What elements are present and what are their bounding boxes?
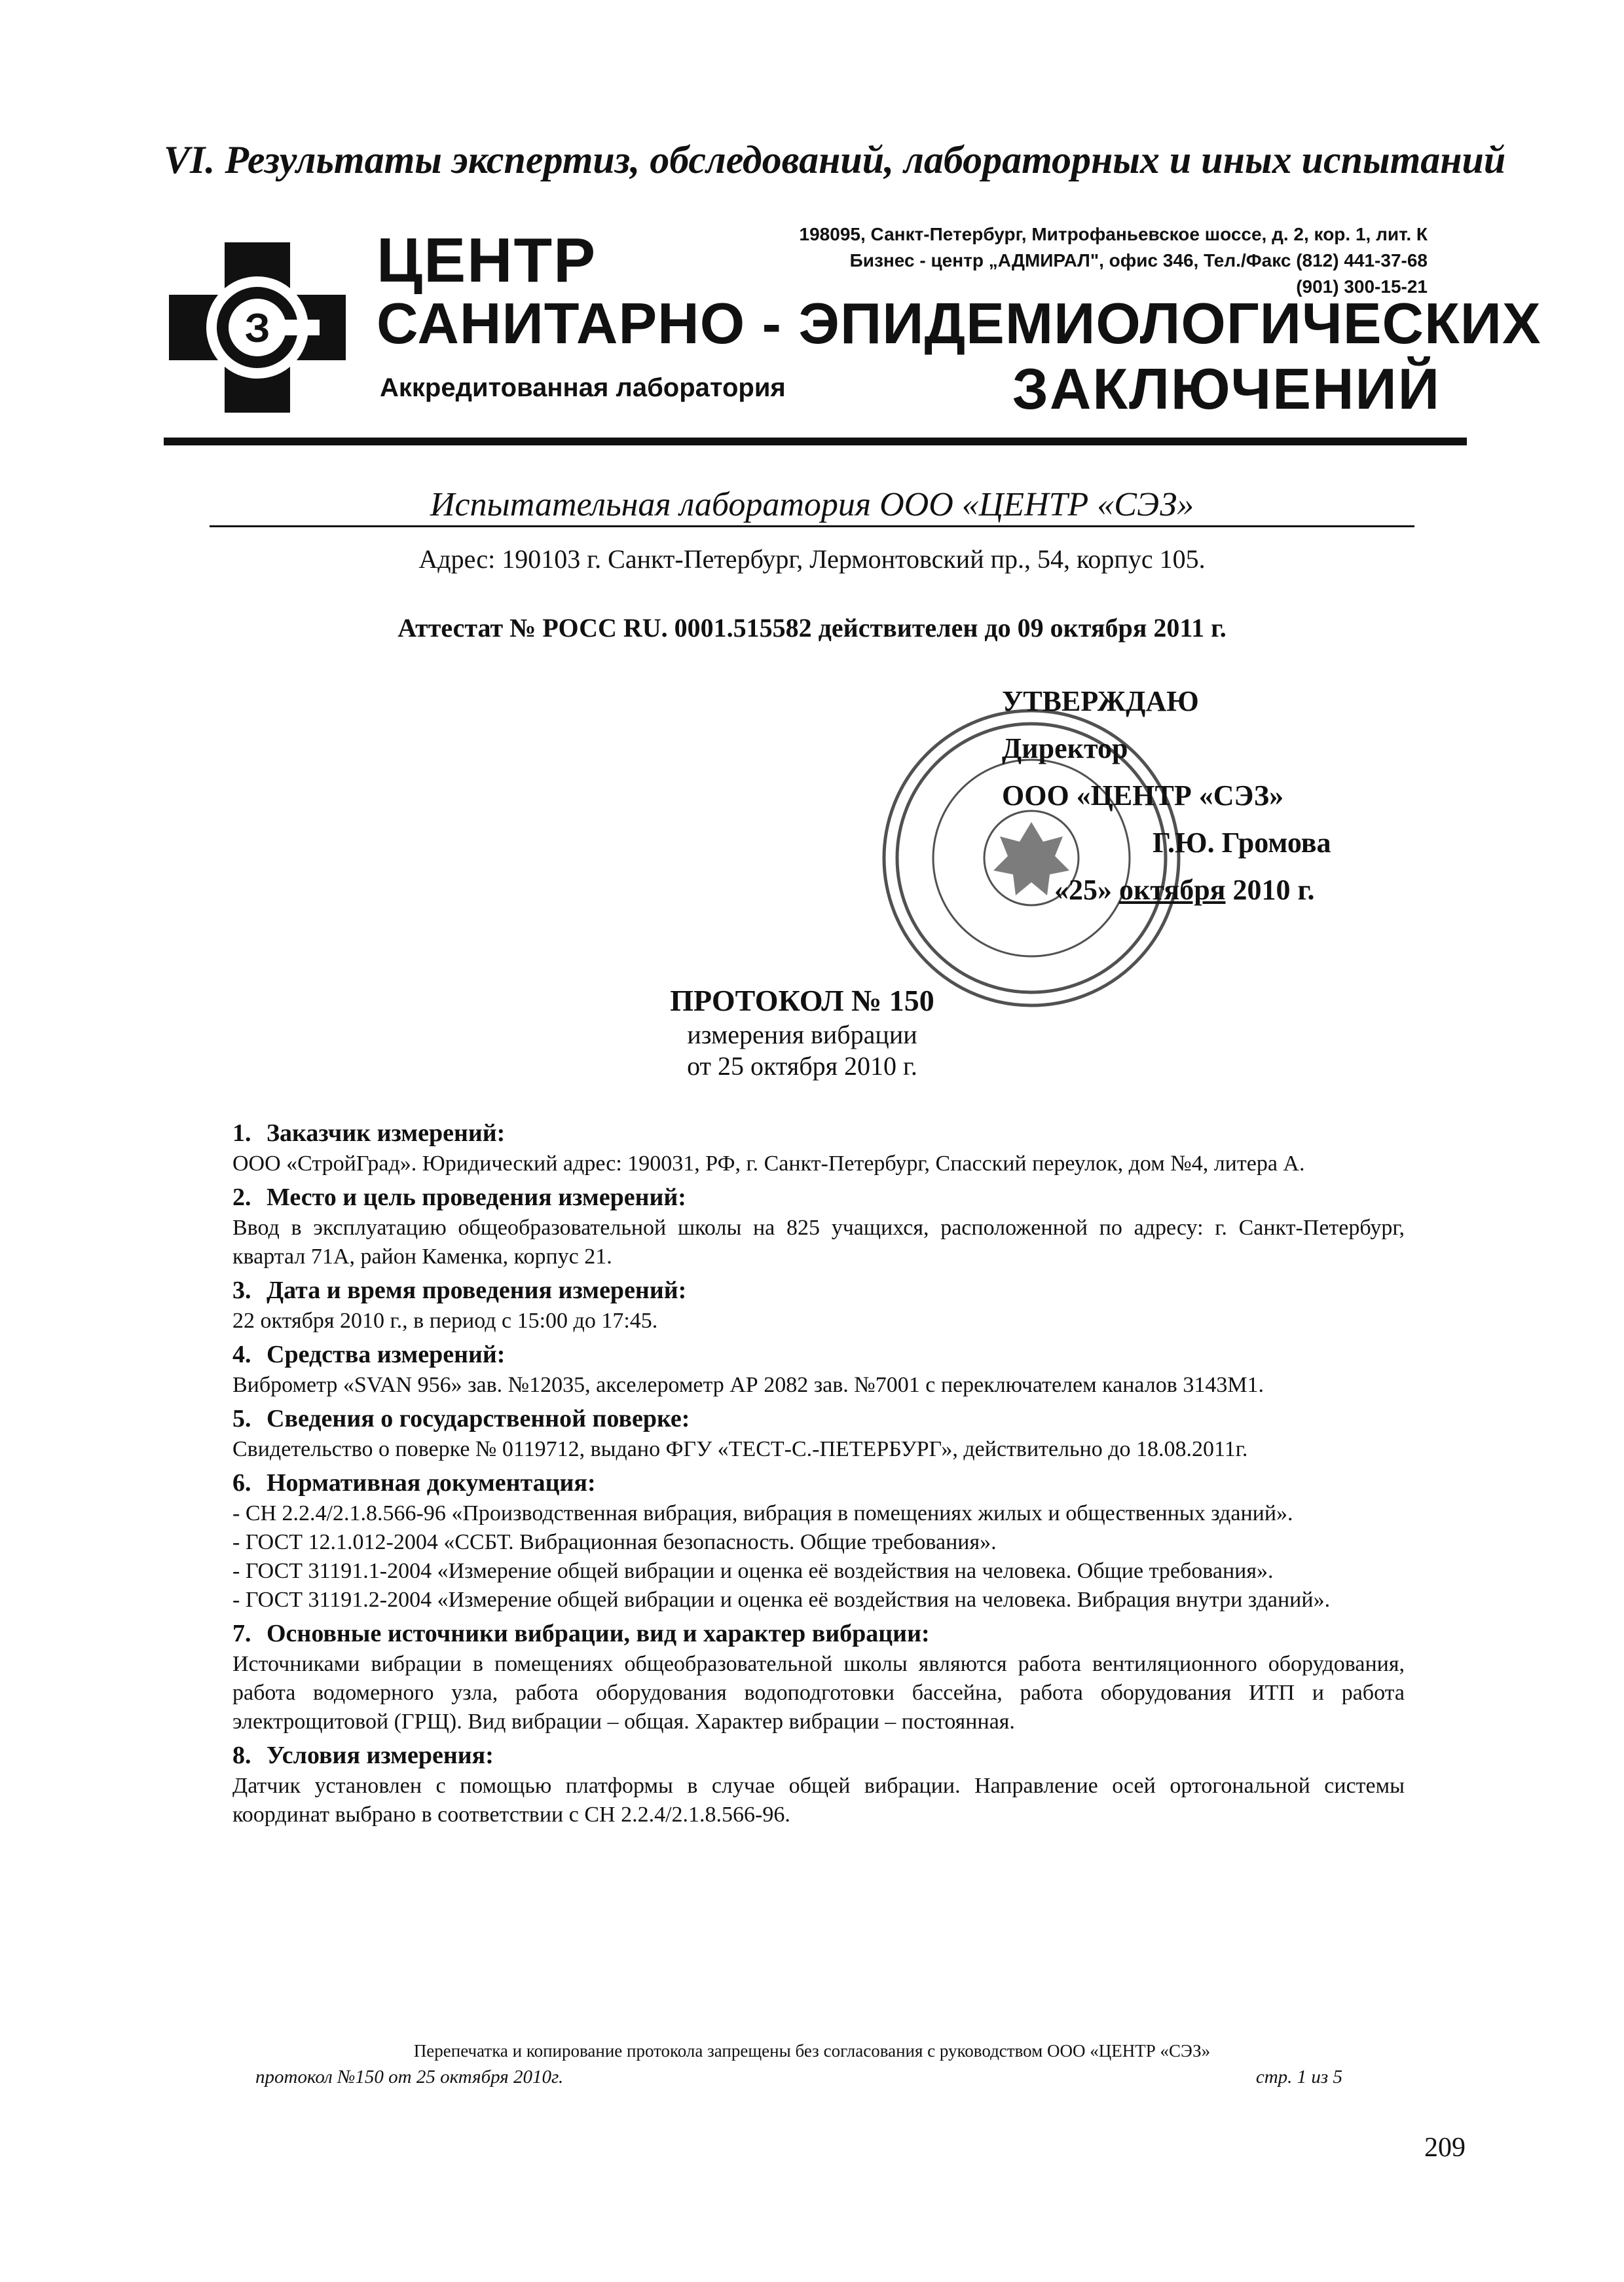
approval-year: 2010 г. (1225, 874, 1315, 906)
approve-label: УТВЕРЖДАЮ (1002, 685, 1199, 717)
approval-day: «25» (1054, 874, 1119, 906)
protocol-date: от 25 октября 2010 г. (687, 1051, 917, 1081)
approval-month: октября (1119, 874, 1226, 906)
section-3-heading: 3. Дата и время проведения измерений: (232, 1277, 687, 1304)
page-number: 209 (1424, 2133, 1466, 2163)
letterhead-sanitary: САНИТАРНО - ЭПИДЕМИОЛОГИЧЕСКИХ (377, 291, 1541, 356)
section-7-heading: 7. Основные источники вибрации, вид и характер вибрации: (232, 1620, 930, 1647)
address-line-3: (901) 300-15-21 (1296, 276, 1428, 297)
section-6-heading: 6. Нормативная документация: (232, 1469, 596, 1497)
letterhead-accredited: Аккредитованная лаборатория (380, 373, 786, 402)
attestat: Аттестат № РОСС RU. 0001.515582 действителен до 09 октября 2011 г. (397, 613, 1227, 643)
reprint-notice: Перепечатка и копирование протокола запрещены без согласования с руководством ООО «ЦЕНТР «СЭЗ» (413, 2041, 1211, 2061)
section-1-text: ООО «СтройГрад». Юридический адрес: 190031, РФ, г. Санкт-Петербург, Спасский переулок, дом №4, литера А. (232, 1151, 1305, 1176)
page-reference: стр. 1 из 5 (1255, 2067, 1342, 2087)
lab-rule (210, 525, 1414, 527)
protocol-subtitle: измерения вибрации (687, 1020, 917, 1049)
section-2-text: Ввод в эксплуатацию общеобразовательной школы на 825 учащихся, расположенной по адресу: г. Санкт-Петербург, квартал 71А, район Каменка, корпус 21. (232, 1216, 1405, 1269)
norm-doc-1: - СН 2.2.4/2.1.8.566-96 «Производственная вибрация, вибрация в помещениях жилых и общественных зданий». (232, 1501, 1293, 1525)
section-title: VI. Результаты экспертиз, обследований, лабораторных и иных испытаний (164, 138, 1506, 181)
lab-address: Адрес: 190103 г. Санкт-Петербург, Лермонтовский пр., 54, корпус 105. (418, 544, 1206, 574)
letterhead-centr: ЦЕНТР (377, 225, 597, 295)
protocol-body (232, 1117, 1405, 1829)
section-4-heading: 4. Средства измерений: (232, 1341, 506, 1368)
section-1-heading: 1. Заказчик измерений: (232, 1119, 506, 1147)
norm-doc-2: - ГОСТ 12.1.012-2004 «ССБТ. Вибрационная безопасность. Общие требования». (232, 1530, 997, 1554)
approver-name: Г.Ю. Громова (1153, 827, 1331, 859)
letterhead-address (800, 221, 1428, 300)
letterhead-conclusions: ЗАКЛЮЧЕНИЙ (1012, 356, 1441, 421)
approver-org: ООО «ЦЕНТР «СЭЗ» (1002, 779, 1284, 812)
norm-doc-4: - ГОСТ 31191.2-2004 «Измерение общей вибрации и оценка её воздействия на человека. Вибрация внутри зданий». (232, 1588, 1331, 1612)
section-5-heading: 5. Сведения о государственной поверке: (232, 1405, 690, 1432)
section-4-text: Виброметр «SVAN 956» зав. №12035, акселерометр АР 2082 зав. №7001 с переключателем каналов 3143М1. (232, 1373, 1264, 1397)
approver-position: Директор (1002, 732, 1128, 764)
lab-name: Испытательная лаборатория ООО «ЦЕНТР «СЭЗ» (430, 486, 1194, 523)
protocol-title: ПРОТОКОЛ № 150 (670, 984, 934, 1017)
section-5-text: Свидетельство о поверке № 0119712, выдано ФГУ «ТЕСТ-С.-ПЕТЕРБУРГ», действительно до 18.08.2011г. (232, 1437, 1248, 1461)
approval-block (1002, 678, 1331, 914)
section-7-text: Источниками вибрации в помещениях общеобразовательной школы являются работа вентиляционного оборудования, работа водомерного узла, работа оборудования водоподготовки бассейна, работа оборудования ИТП и работа электрощитовой (ГРЩ). Вид вибрации – общая. Характер вибрации – постоянная. (232, 1652, 1405, 1734)
section-3-text: 22 октября 2010 г., в период с 15:00 до 17:45. (232, 1309, 658, 1333)
ses-logo (169, 242, 346, 413)
footer-refs (255, 2067, 1342, 2088)
section-8-text: Датчик установлен с помощью платформы в случае общей вибрации. Направление осей ортогональной системы координат выбрано в соответствии с СН 2.2.4/2.1.8.566-96. (232, 1774, 1405, 1827)
address-line-1: 198095, Санкт-Петербург, Митрофаньевское шоссе, д. 2, кор. 1, лит. К (799, 224, 1428, 244)
letterhead-rule (164, 438, 1467, 445)
logo-letter: З (244, 306, 270, 351)
address-line-2: Бизнес - центр „АДМИРАЛ", офис 346, Тел./Факс (812) 441-37-68 (849, 250, 1428, 271)
section-8-heading: 8. Условия измерения: (232, 1742, 494, 1769)
protocol-reference: протокол №150 от 25 октября 2010г. (255, 2067, 564, 2087)
section-2-heading: 2. Место и цель проведения измерений: (232, 1184, 686, 1211)
approval-date (1002, 867, 1331, 914)
norm-doc-3: - ГОСТ 31191.1-2004 «Измерение общей вибрации и оценка её воздействия на человека. Общие требования». (232, 1559, 1274, 1583)
protocol-heading (655, 982, 950, 1082)
